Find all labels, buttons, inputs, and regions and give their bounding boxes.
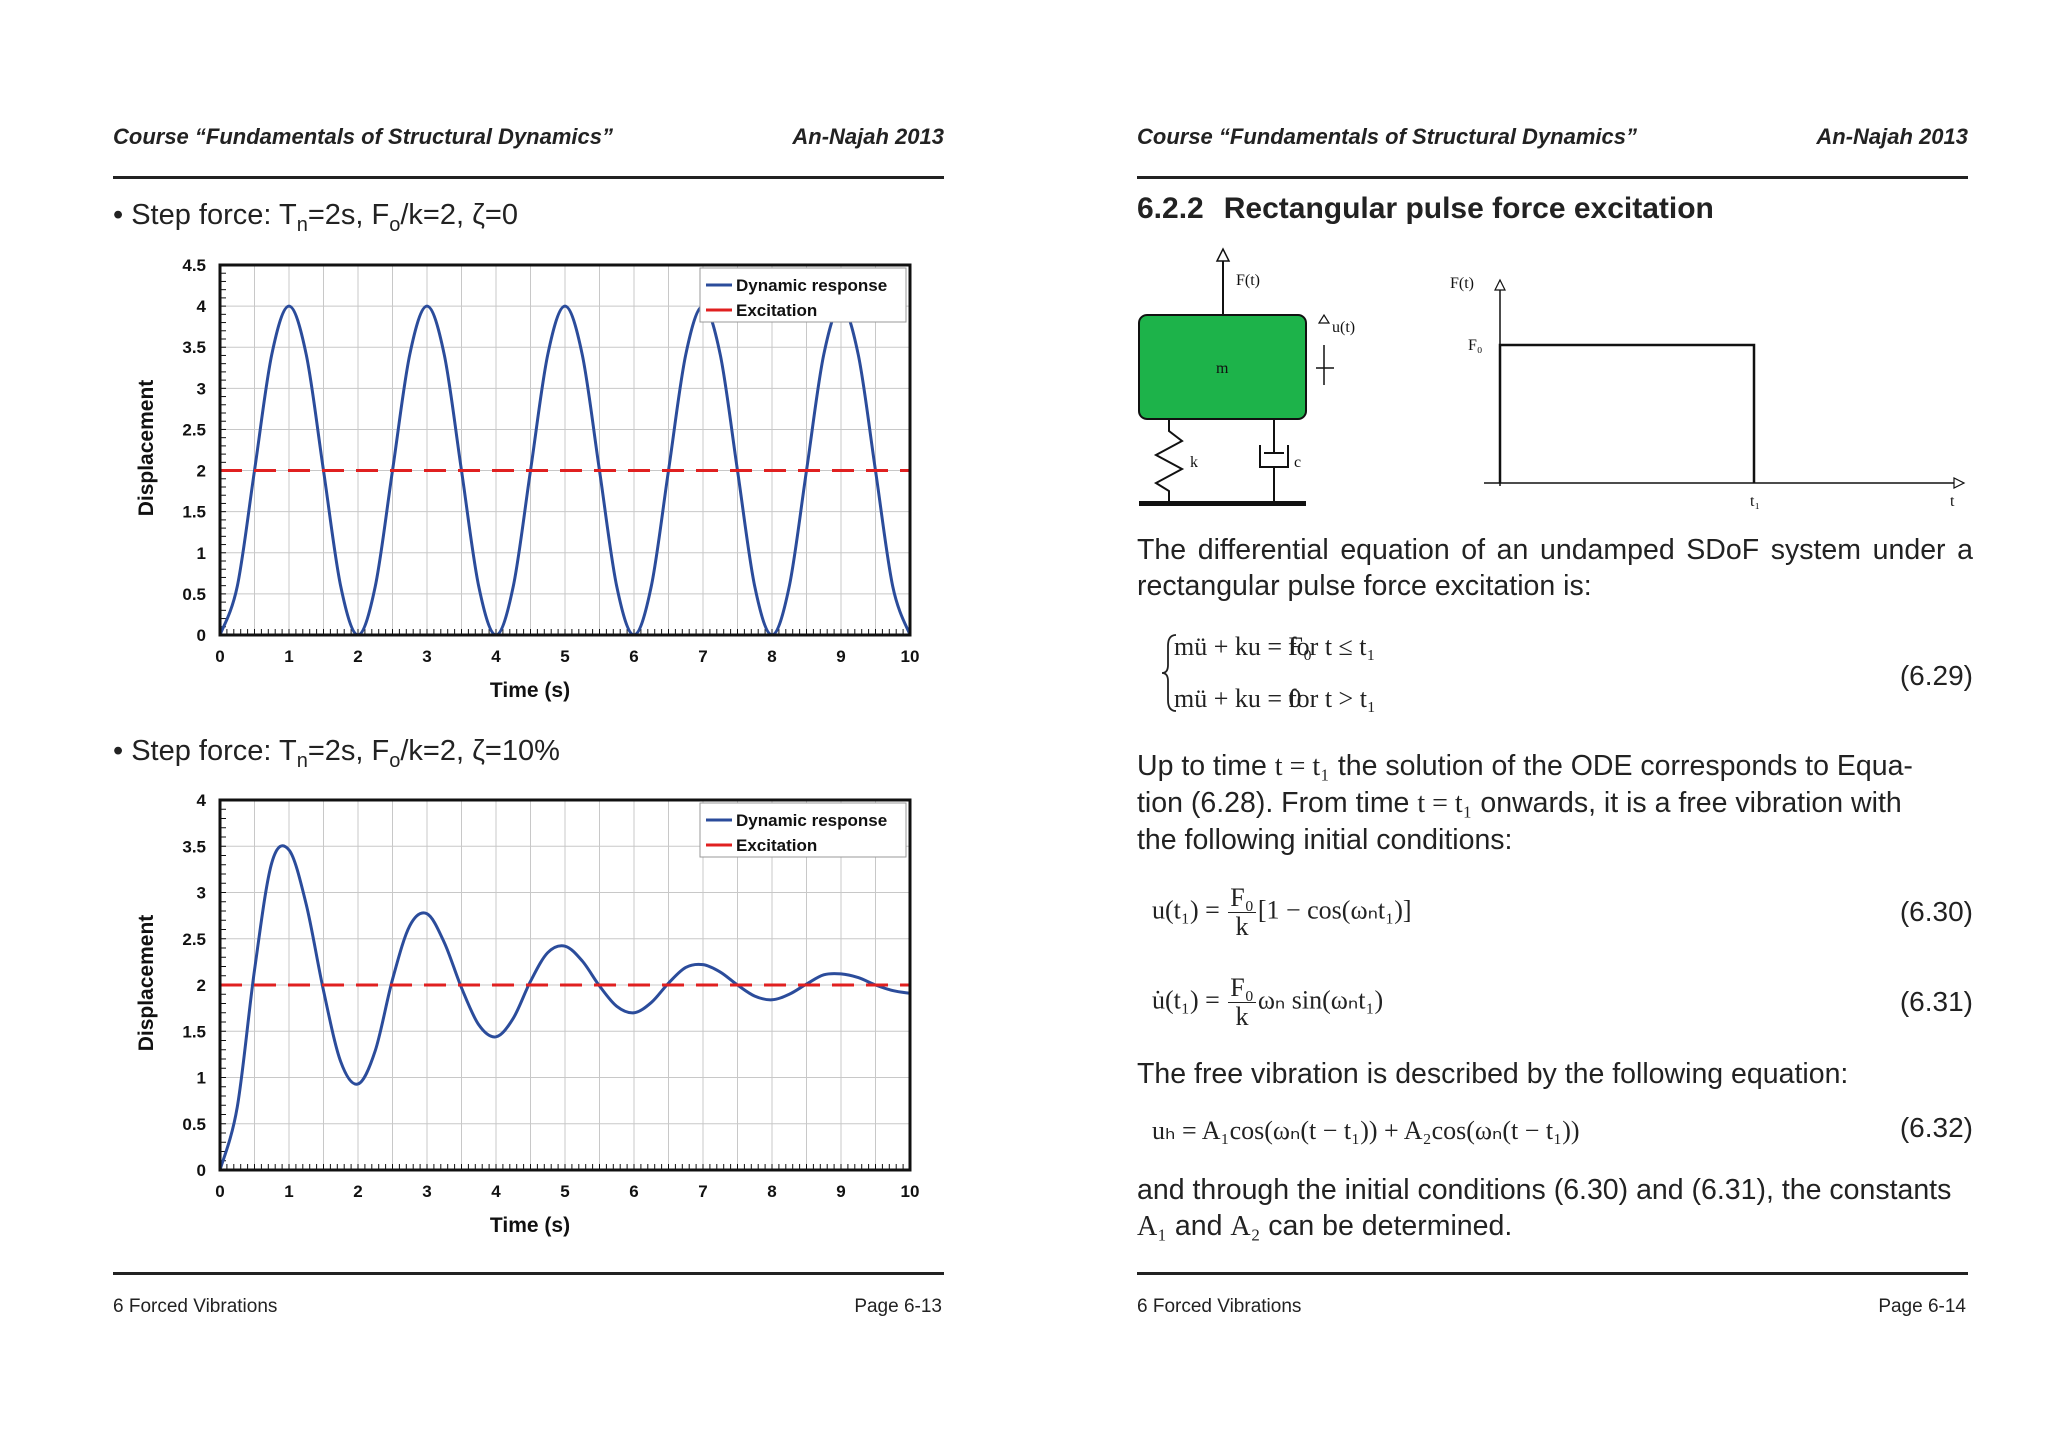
footer-chapter: 6 Forced Vibrations <box>113 1296 278 1317</box>
equation-number-6-29: (6.29) <box>1899 660 1973 691</box>
x-tick-label: 10 <box>900 647 920 666</box>
paragraph-free-vibration: The free vibration is described by the following equation: <box>1137 1058 1849 1090</box>
x-tick-label: 7 <box>698 647 708 666</box>
pulse-t1-label: t₁ <box>1750 493 1761 510</box>
y-tick-label: 1 <box>196 543 206 563</box>
y-tick-label: 4 <box>196 297 206 317</box>
x-tick-label: 3 <box>422 647 432 666</box>
x-tick-label: 0 <box>215 647 225 666</box>
damper-label: c <box>1294 454 1302 471</box>
y-tick-label: 3 <box>196 883 206 903</box>
x-tick-label: 10 <box>900 1182 920 1201</box>
x-tick-label: 6 <box>629 647 639 666</box>
displacement-label: u(t) <box>1332 319 1356 336</box>
force-label: F(t) <box>1236 272 1260 289</box>
x-tick-label: 2 <box>353 647 363 666</box>
displacement-arrow-head <box>1319 315 1329 323</box>
legend-label: Dynamic response <box>736 811 888 830</box>
chart-undamped-step <box>120 250 940 720</box>
right-page <box>1024 0 2048 1448</box>
equation-6-32: uₕ = A₁cos(ωₙ(t − t₁)) + A₂cos(ωₙ(t − t₁)) <box>1152 1116 1580 1145</box>
x-tick-label: 5 <box>560 1182 570 1201</box>
pulse-y-label: F(t) <box>1450 275 1474 292</box>
y-tick-label: 2 <box>196 461 206 481</box>
y-tick-label: 2.5 <box>182 420 206 440</box>
x-tick-label: 9 <box>836 1182 846 1201</box>
y-tick-label: 0 <box>196 626 206 645</box>
sdof-system-diagram <box>1124 245 1356 515</box>
x-tick-label: 5 <box>560 647 570 666</box>
header-institution: An-Najah 2013 <box>792 124 944 149</box>
section-number: 6.2.2 <box>1137 192 1204 225</box>
x-tick-label: 7 <box>698 1182 708 1201</box>
y-tick-label: 1.5 <box>182 502 206 522</box>
bullet-step-force-1: • Step force: $T_n=2s$, $F_o/k=2$, ζ=0 <box>113 199 518 236</box>
y-tick-label: 3.5 <box>182 338 206 358</box>
y-axis-label: Displacement <box>135 914 158 1052</box>
y-axis-label: Displacement <box>135 379 158 517</box>
eq-629-line1: mü + ku = F₀ <box>1174 632 1313 661</box>
y-tick-label: 1.5 <box>182 1022 206 1042</box>
section-title: Rectangular pulse force excitation <box>1223 192 1714 225</box>
y-tick-label: 0 <box>196 1161 206 1180</box>
chart-damped-step <box>120 785 940 1255</box>
x-tick-label: 4 <box>491 647 501 666</box>
y-tick-label: 0.5 <box>182 584 206 604</box>
eq-629-cond1: for t ≤ t₁ <box>1288 632 1376 661</box>
x-tick-label: 0 <box>215 1182 225 1201</box>
footer-rule <box>113 1272 944 1275</box>
x-axis-label: Time (s) <box>489 1214 571 1237</box>
header-institution: An-Najah 2013 <box>1816 124 1968 149</box>
eq-629-cond2: for t > t₁ <box>1288 684 1376 713</box>
x-axis-label: Time (s) <box>489 679 571 702</box>
section-heading <box>1137 192 1734 226</box>
pulse-x-arrow <box>1954 478 1964 488</box>
footer-rule <box>1137 1272 1968 1275</box>
x-tick-label: 1 <box>284 1182 294 1201</box>
x-tick-label: 8 <box>767 1182 777 1201</box>
header-rule <box>1137 176 1968 179</box>
legend-label: Excitation <box>736 836 818 855</box>
y-tick-label: 2 <box>196 976 206 995</box>
bullet-step-force-2: • Step force: $T_n=2s$, $F_o/k=2$, ζ=10% <box>113 735 560 772</box>
force-arrow-head <box>1217 249 1229 261</box>
header-rule <box>113 176 944 179</box>
pulse-t-label: t <box>1950 493 1955 510</box>
equation-6-31: u̇(t₁) = $\frac{\text{F₀}}{k}$ ωₙ sin(ωₙt₁) <box>1152 973 1384 1031</box>
x-tick-label: 2 <box>353 1182 363 1201</box>
footer-chapter: 6 Forced Vibrations <box>1137 1296 1302 1317</box>
y-tick-label: 4 <box>196 791 206 810</box>
paragraph-initial-conditions: Up to time t = t₁ the solution of the ODE corresponds to Equa- tion (6.28). From time t = t₁ onwards, it is a free vibration with the following initial conditions: <box>1137 750 1913 856</box>
spring-label: k <box>1190 454 1198 471</box>
pulse-level-label: F₀ <box>1468 337 1483 354</box>
y-tick-label: 0.5 <box>182 1114 206 1134</box>
x-tick-label: 9 <box>836 647 846 666</box>
equation-number-6-30: (6.30) <box>1899 896 1973 927</box>
footer-page-number: Page 6-13 <box>854 1296 942 1317</box>
y-tick-label: 1 <box>196 1068 206 1088</box>
x-tick-label: 8 <box>767 647 777 666</box>
equation-number-6-31: (6.31) <box>1899 986 1973 1017</box>
y-tick-label: 3 <box>196 379 206 399</box>
legend-label: Excitation <box>736 301 818 320</box>
y-tick-label: 2.5 <box>182 929 206 949</box>
legend-label: Dynamic response <box>736 276 888 295</box>
x-tick-label: 1 <box>284 647 294 666</box>
rectangular-pulse-plot <box>1444 270 1994 515</box>
x-tick-label: 3 <box>422 1182 432 1201</box>
paragraph-constants: and through the initial conditions (6.30) and (6.31), the constants A₁ and A₂ can be determined. <box>1137 1174 1952 1242</box>
y-tick-label: 4.5 <box>182 256 206 275</box>
ground <box>1139 501 1306 506</box>
pulse-y-arrow <box>1495 280 1505 290</box>
pulse-shape <box>1500 345 1754 483</box>
paragraph-intro: The differential equation of an undamped SDoF system under a rectangular pulse force excitation is: <box>1137 534 1973 602</box>
x-tick-label: 4 <box>491 1182 501 1201</box>
equation-6-30: u(t₁) = $\frac{\text{F₀}}{k}$ [1 − cos(ωₙt₁)] <box>1152 883 1412 941</box>
x-tick-label: 6 <box>629 1182 639 1201</box>
eq-629-line2: mü + ku = 0 <box>1174 684 1302 713</box>
spring <box>1156 419 1182 501</box>
footer-page-number: Page 6-14 <box>1878 1296 1966 1317</box>
y-tick-label: 3.5 <box>182 837 206 857</box>
header-course: Course “Fundamentals of Structural Dynamics” <box>1137 124 1637 149</box>
header-course: Course “Fundamentals of Structural Dynamics” <box>113 124 613 149</box>
equation-number-6-32: (6.32) <box>1899 1112 1973 1143</box>
mass-label: m <box>1216 360 1229 377</box>
